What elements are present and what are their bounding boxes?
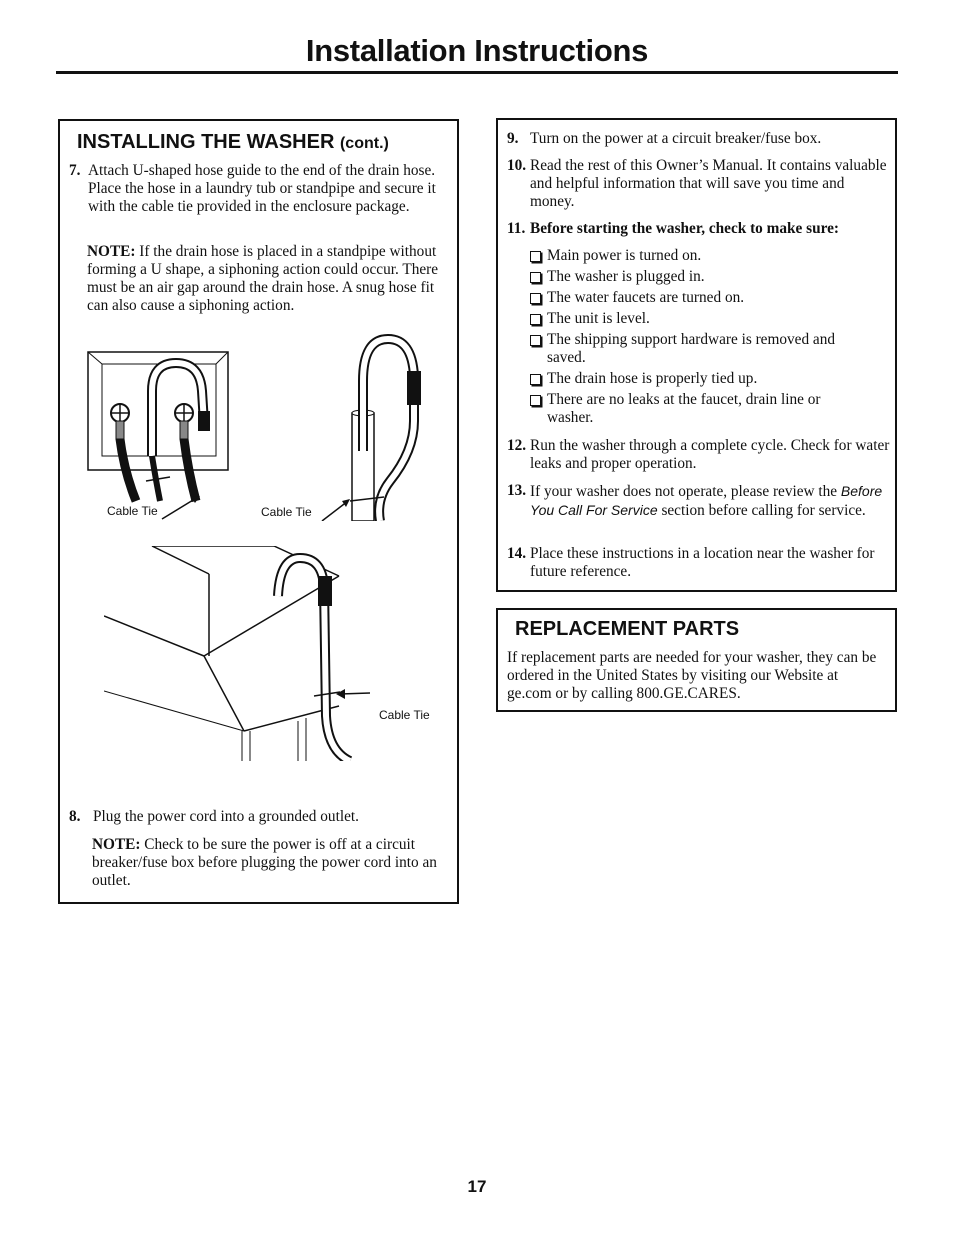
laundry-tub-illustration [104,546,404,761]
step-11-text: Before starting the washer, check to make sure: [530,220,840,237]
step-8-text: Plug the power cord into a grounded outlet. [93,808,359,825]
checklist-item-1: Main power is turned on. [530,247,877,265]
note-7 [87,243,449,315]
note-7-label: NOTE: [87,243,136,260]
step-11-number: 11. [507,220,526,237]
step-13-number: 13. [507,482,527,499]
checkbox-icon [530,335,541,346]
step-7-text: Attach U-shaped hose guide to the end of the drain hose. Place the hose in a laundry tub or standpipe and secure it with the cable tie provided in the enclosure package. [88,162,436,215]
note-7-text: If the drain hose is placed in a standpipe without forming a U shape, a siphoning action could occur. There must be an air gap around the drain hose. A snug hose fit can also cause a siphoning action. [87,243,439,314]
step-13-text: If your washer does not operate, please review the Before You Call For Service section before calling for service. [530,483,883,519]
step-7 [69,162,447,216]
step-14 [507,545,891,581]
installing-washer-heading [77,130,389,156]
before-you-call-reference: Before You Call For Service [530,483,883,518]
checklist-item-6: The drain hose is properly tied up. [530,370,877,388]
checkbox-icon [530,293,541,304]
step-9-number: 9. [507,130,519,147]
step-11 [507,220,891,238]
checklist-item-5: The shipping support hardware is removed and saved. [530,331,837,367]
checkbox-icon [530,251,541,262]
step-12 [507,437,891,473]
replacement-parts-section [496,608,897,712]
step-14-text: Place these instructions in a location near the washer for future reference. [530,545,875,580]
checklist-item-4: The unit is level. [530,310,877,328]
checkbox-icon [530,374,541,385]
step-12-text: Run the washer through a complete cycle. Check for water leaks and proper operation. [530,437,890,472]
cable-tie-label-1: Cable Tie [107,504,158,518]
page-number: 17 [467,1177,487,1196]
step-8 [69,808,447,826]
step-9-text: Turn on the power at a circuit breaker/fuse box. [530,130,822,147]
cable-tie-label-2: Cable Tie [261,505,312,519]
installing-washer-section [58,119,459,904]
step-14-number: 14. [507,545,527,562]
faucet-standpipe-illustration [80,331,440,521]
step-10-number: 10. [507,157,527,174]
step-13 [507,482,891,520]
note-8 [92,836,450,890]
steps-continued-section [496,118,897,592]
step-10 [507,157,891,211]
note-8-text: Check to be sure the power is off at a circuit breaker/fuse box before plugging the power cord into an outlet. [92,836,437,889]
note-8-label: NOTE: [92,836,141,853]
checkbox-icon [530,272,541,283]
installing-heading-text: INSTALLING THE WASHER [77,131,335,153]
page-title: Installation Instructions [305,33,649,68]
replacement-parts-heading: REPLACEMENT PARTS [515,618,740,640]
step-8-number: 8. [69,808,81,825]
step-10-text: Read the rest of this Owner’s Manual. It contains valuable and helpful information that will save you time and money. [530,157,887,210]
checkbox-icon [530,395,541,406]
cable-tie-label-3: Cable Tie [379,708,430,722]
replacement-parts-text: If replacement parts are needed for your washer, they can be ordered in the United States by visiting our Website at ge.com or by calling 800.GE.CARES. [507,649,877,702]
checklist-item-7: There are no leaks at the faucet, drain line or washer. [530,391,837,427]
checkbox-icon [530,314,541,325]
checklist-item-3: The water faucets are turned on. [530,289,877,307]
step-9 [507,130,891,148]
step-12-number: 12. [507,437,527,454]
step-7-number: 7. [69,162,81,179]
installing-heading-suffix: (cont.) [339,135,389,152]
title-rule [56,71,898,74]
checklist-item-2: The washer is plugged in. [530,268,877,286]
